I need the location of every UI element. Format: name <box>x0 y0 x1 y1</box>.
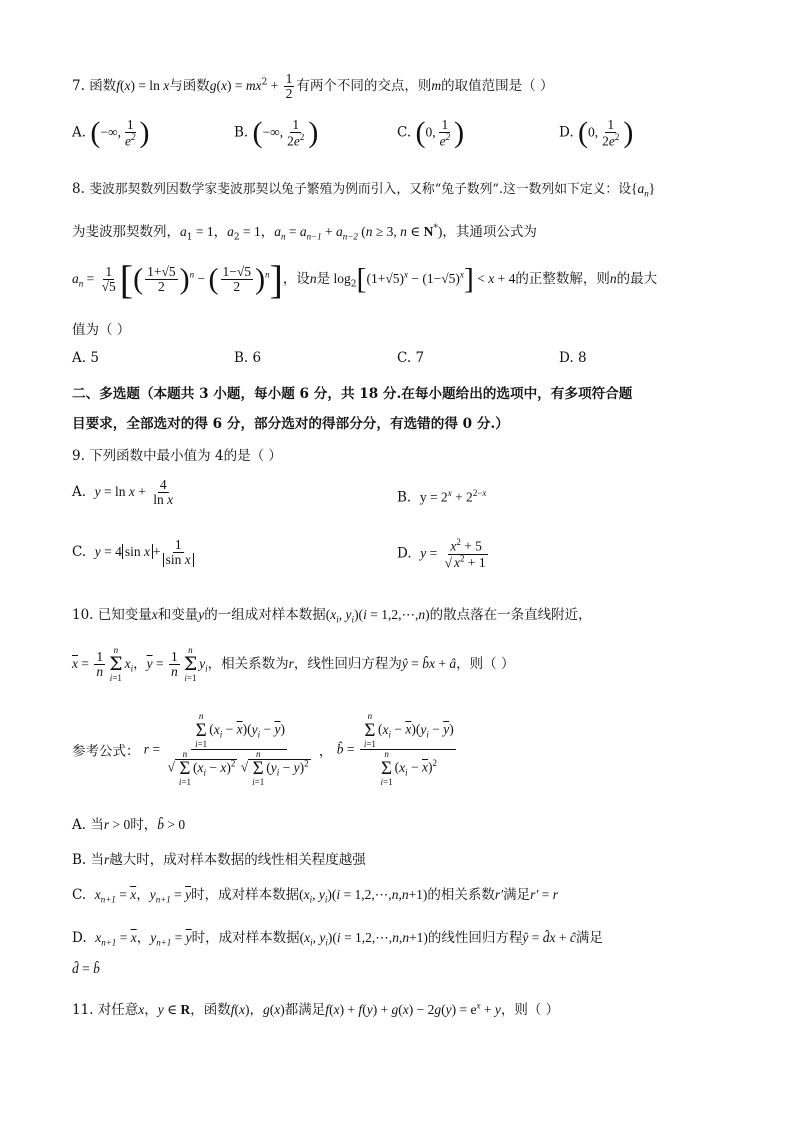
section-heading-line2: 目要求，全部选对的得 6 分，部分选对的得部分分，有选错的得 0 分.） <box>72 416 509 432</box>
q10-option-d-cont: d̂ = b̂ <box>72 961 100 976</box>
q8-text: 值为（ ） <box>72 322 131 338</box>
q8-line3: $a_n$ = $\frac{1}{√5}$ [( $\frac{1+√5}{2}$ )$^n$ − ( $\frac{1-√5}{2}$ )$^n$]，设n是 $\log_2[(1+√5)^x - (1-√5)^x] < x + 4$的正整数解，则n的最大 <box>72 257 658 302</box>
q10-option-d[interactable]: D. $x_{n+1} = \overline{x}$，$y_{n+1} = \overline{y}$时，成对样本数据($x_i$, $y_i)(i$ = 1,2,⋯,n,n+1)的线性回归方程ŷ = d̂x + ĉ满足 <box>72 930 603 948</box>
q7-text: 函数 <box>89 78 117 95</box>
q7-option-d[interactable]: D. (0, $\frac{1}{2e^2}$ ) <box>559 116 634 149</box>
option-label: D. <box>559 124 574 141</box>
q9-stem <box>72 444 282 464</box>
q10-option-a[interactable]: A. 当r > 0时，b̂ > 0 <box>72 817 186 833</box>
q8-text: 为斐波那契数列， <box>72 224 180 240</box>
q7-text: 的取值范围是（ ） <box>441 78 554 95</box>
q8-number: 8. <box>72 181 85 197</box>
section-heading: 二、多选题（本题共 3 小题，每小题 6 分，共 18 分.在每小题给出的选项中，有多项符合题 <box>72 386 633 402</box>
q7-f: f <box>116 78 120 94</box>
q7-text: 与函数 <box>169 78 210 95</box>
q7-option-b[interactable]: B. (−∞, $\frac{1}{2e^2}$ ) <box>234 116 319 149</box>
q11-number: 11. <box>72 1002 94 1018</box>
q9-option-a[interactable]: A. y = ln x + $\frac{4}{\text{ln x}}$ <box>72 477 174 508</box>
q8-option-a[interactable]: A. 5 <box>72 350 99 366</box>
q10-option-c[interactable]: C. $x_{n+1} = \overline{x}$，$y_{n+1} = \overline{y}$时，成对样本数据($x_i$, $y_i)(i$ = 1,2,⋯,n,n+1)的相关系数r′满足r′ = r <box>72 887 558 905</box>
q10-line1: 10. 已知变量x和变量y的一组成对样本数据($x_i$, $y_i)(i$ = 1,2,⋯,n)的散点落在一条直线附近， <box>72 607 592 625</box>
q9-option-d[interactable]: D. y = $\frac{x^2 + 5}{√ x^2 + 1}$ <box>397 537 486 571</box>
q7-g: g <box>209 78 217 94</box>
q8-text: 是 <box>316 271 331 287</box>
q9-option-c[interactable]: C. y = 4 sin x + $\frac{1}{\text{sin x}}$ <box>72 538 196 567</box>
q8-text: 的最大 <box>616 271 658 287</box>
q8-text: 斐波那契数列因数学家斐波那契以兔子繁殖为例而引入，又称“兔子数列”.这一数列如下定义：设 <box>89 182 632 197</box>
q8-text: 的正整数解，则 <box>515 271 610 287</box>
q7-stem: 7. 函数f(x) = ln x与函数$g(x) = mx^2$ + $\frac{1}{2}$ 有两个不同的交点，则m的取值范围是（ ） <box>72 71 554 102</box>
option-label: A. <box>72 124 87 141</box>
q8-option-d[interactable]: D. 8 <box>559 350 587 366</box>
q8-text: ，设 <box>282 271 310 287</box>
q8-option-c[interactable]: C. 7 <box>397 350 425 366</box>
q7-number: 7. <box>72 78 85 95</box>
q8-line4 <box>72 318 130 338</box>
q8-line2: 为斐波那契数列，$a_1 = 1$，$a_2 = 1$，$a_n = a_{n-1} + a_{n-2}$ (n ≥ 3, n ∈ N*)，其通项公式为 <box>72 223 537 243</box>
b-formula: n Σ i=1 $(x_i - \overline{x})(y_i - \overline{y})$ n Σ i=1 $(x_i - \overline{x})^2$ <box>360 712 456 787</box>
q10-number: 10. <box>72 607 94 623</box>
option-label: B. <box>234 124 249 141</box>
q10-line2: $\overline{x}$ = $\frac{1}{n}$ n Σ i=1 $x_i$，$\overline{y}$ = $\frac{1}{n}$ n Σ i=1 $y_i$，相关系数为r，线性回归方程为ŷ = b̂x + â，则（ ） <box>72 645 515 683</box>
q9-number: 9. <box>72 448 85 464</box>
q9-text: 下列函数中最小值为 4的是（ ） <box>89 448 282 464</box>
q8-text: ，其通项公式为 <box>442 224 537 240</box>
q8-n: n <box>609 271 617 286</box>
q8-option-b[interactable]: B. 6 <box>234 350 262 366</box>
q8-line1: 8. 斐波那契数列因数学家斐波那契以兔子繁殖为例而引入，又称“兔子数列”.这一数列如下定义：设$\{a_n\}$ <box>72 181 656 199</box>
q10-reference: 参考公式： r = n Σ i=1 $(x_i - \overline{x})(y_i - \overline{y})$ √ n Σ i=1 $(x_i - \overline{x})^2$ √ n Σ i=1 $(y_i - \overline{y})^2$ ， b̂ = n Σ i=1 $(x_i - \overline{x})(y_i - \overline{y})$ n Σ i=1 $(x_i - \overline{x})^2$ <box>72 711 454 787</box>
option-label: C. <box>397 124 412 141</box>
r-formula: n Σ i=1 $(x_i - \overline{x})(y_i - \overline{y})$ √ n Σ i=1 $(x_i - \overline{x})^2$ √ n Σ i=1 $(y_i - \overline{y})^2$ <box>167 711 309 787</box>
q8-n: n <box>309 271 317 286</box>
reference-label: 参考公式： <box>72 743 140 760</box>
q7-m: m <box>431 78 442 94</box>
q10-option-b[interactable]: B. 当r越大时，成对样本数据的线性相关程度越强 <box>72 852 366 868</box>
q7-option-c[interactable]: C. (0, $\frac{1}{e^2}$ ) <box>397 116 465 149</box>
q7-text: 有两个不同的交点，则 <box>296 78 432 95</box>
q9-option-b[interactable]: B. $y = 2^x + 2^{2-x}$ <box>397 488 487 506</box>
q11-stem: 11. 对任意x，y ∈ R，函数f(x)，g(x)都满足$f(x) + f(y) + g(x) - 2g(y) = e^x + y$，则（ ） <box>72 1000 560 1018</box>
q7-option-a[interactable]: A. (−∞, $\frac{1}{e^2}$ ) <box>72 116 150 149</box>
